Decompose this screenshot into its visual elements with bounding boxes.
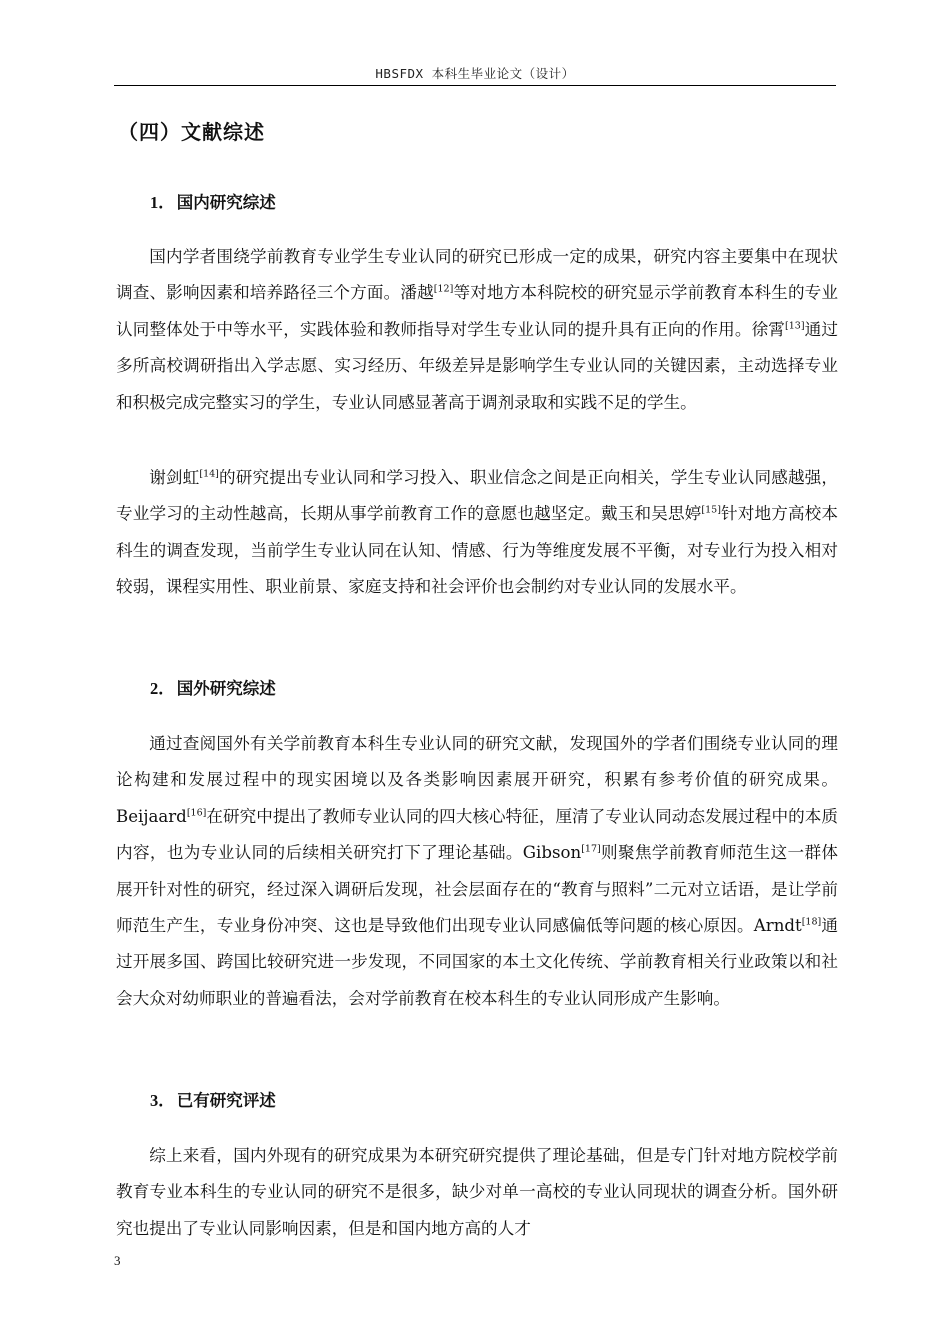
paragraph-domestic-1	[116, 239, 838, 421]
paragraph-foreign-1	[116, 726, 838, 1017]
citation-ref: [13]	[785, 320, 805, 332]
paragraph-text: 则聚焦学前教育师范生这一群体展开针对性的研究，经过深入调研后发现，社会层面存在的“教育与照料”二元对立话语，是让学前师范生产生，专业身份冲突、这也是导致他们出现专业认同感偏低等问题的核心原因。Arndt	[116, 843, 839, 936]
running-header: HBSFDX 本科生毕业论文（设计）	[375, 66, 575, 81]
subheading-title: 国外研究综述	[176, 679, 276, 698]
subheading-title: 已有研究评述	[176, 1091, 276, 1110]
citation-ref: [18]	[801, 916, 822, 928]
citation-ref: [16]	[186, 807, 207, 819]
subheading-number: 3．	[150, 1091, 175, 1110]
subheading-domestic-review	[150, 189, 276, 213]
paragraph-text: 谢剑虹	[149, 468, 200, 487]
paragraph-text: 通过开展多国、跨国比较研究进一步发现，不同国家的本土文化传统、学前教育相关行业政策以和社会大众对幼师职业的普遍看法，会对学前教育在校本科生的专业认同形成产生影响。	[116, 916, 838, 1008]
citation-ref: [17]	[581, 843, 601, 855]
paragraph-review-1	[116, 1138, 838, 1247]
subheading-number: 2．	[150, 679, 175, 698]
paragraph-text: 等对地方本科院校的研究显示学前教育本科生的专业认同整体处于中等水平，实践体验和教师指导对学生专业认同的提升具有正向的作用。徐霄	[116, 283, 839, 339]
page-number: 3	[114, 1253, 121, 1268]
header-rule	[114, 85, 836, 86]
subheading-number: 1．	[150, 193, 175, 212]
subheading-foreign-review	[150, 675, 276, 699]
subheading-title: 国内研究综述	[176, 193, 276, 212]
section-heading: （四）文献综述	[118, 120, 265, 144]
subheading-existing-review	[150, 1087, 276, 1111]
citation-ref: [15]	[701, 504, 721, 516]
paragraph-text: 国内学者围绕学前教育专业学生专业认同的研究已形成一定的成果，研究内容主要集中在现状调查、影响因素和培养路径三个方面。潘越	[116, 247, 838, 303]
paragraph-text: 综上来看，国内外现有的研究成果为本研究研究提供了理论基础，但是专门针对地方院校学前教育专业本科生的专业认同的研究不是很多，缺少对单一高校的专业认同现状的调查分析。国外研究也提出了专业认同影响因素，但是和国内地方高的人才	[116, 1146, 838, 1238]
paragraph-text: 通过多所高校调研指出入学志愿、实习经历、年级差异是影响学生专业认同的关键因素，主动选择专业和积极完成完整实习的学生，专业认同感显著高于调剂录取和实践不足的学生。	[116, 319, 838, 412]
paragraph-domestic-2	[116, 460, 838, 606]
paragraph-text: 的研究提出专业认同和学习投入、职业信念之间是正向相关，学生专业认同感越强，专业学习的主动性越高，长期从事学前教育工作的意愿也越坚定。戴玉和吴思婷	[116, 468, 839, 524]
paragraph-text: 针对地方高校本科生的调查发现，当前学生专业认同在认知、情感、行为等维度发展不平衡，对专业行为投入相对较弱，课程实用性、职业前景、家庭支持和社会评价也会制约对专业认同的发展水平。	[116, 504, 839, 597]
citation-ref: [14]	[199, 468, 219, 480]
paragraph-text: 在研究中提出了教师专业认同的四大核心特征，厘清了专业认同动态发展过程中的本质内容，也为专业认同的后续相关研究打下了理论基础。Gibson	[116, 806, 838, 863]
paragraph-text: 通过查阅国外有关学前教育本科生专业认同的研究文献，发现国外的学者们围绕专业认同的理论构建和发展过程中的现实困境以及各类影响因素展开研究，积累有参考价值的研究成果。Beijaard	[116, 734, 838, 826]
citation-ref: [12]	[433, 283, 454, 295]
